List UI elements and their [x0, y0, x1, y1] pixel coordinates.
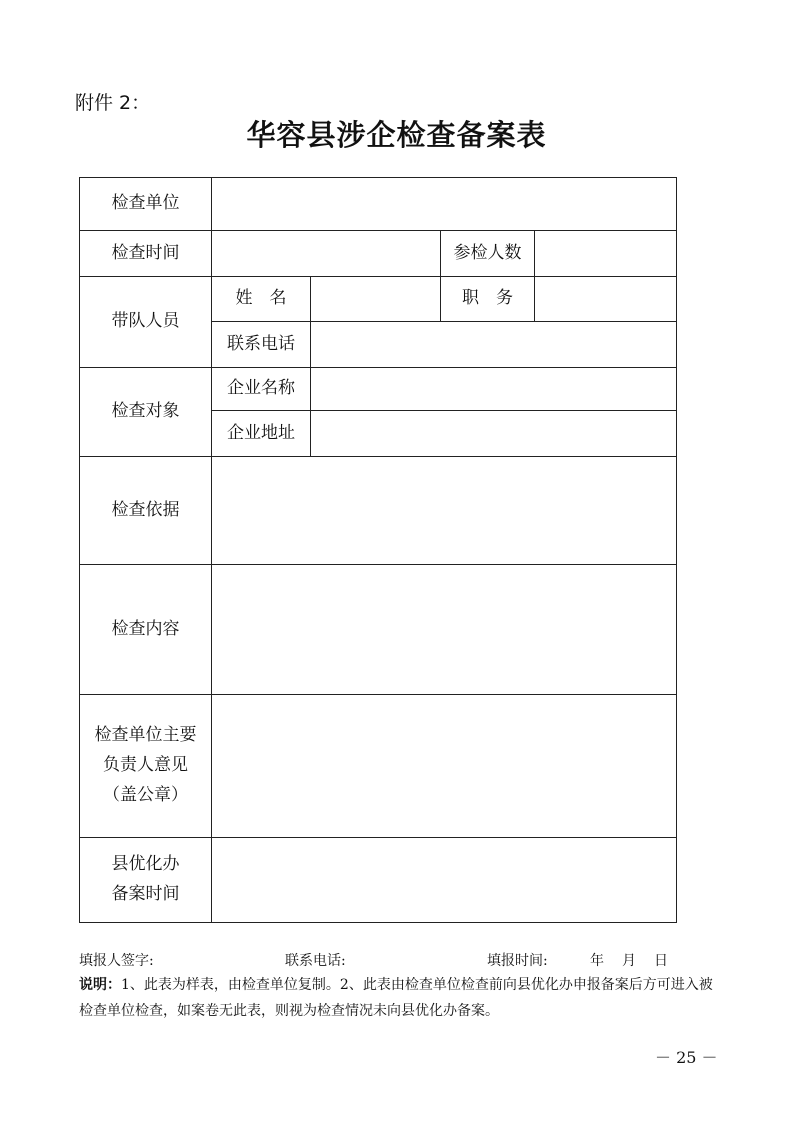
date-year: 年	[590, 953, 604, 969]
note-title: 说明：	[79, 977, 121, 993]
opinion-label-line-2: 负责人意见	[103, 755, 188, 776]
leader-name-label: 姓 名	[212, 277, 311, 322]
unit-label: 检查单位	[80, 178, 212, 231]
count-label: 参检人数	[441, 231, 535, 277]
note-text: 1、此表为样表，由检查单位复制。2、此表由检查单位检查前向县优化办申报备案后方可进入被检查单位检查，如案卷无此表，则视为检查情况未向县优化办备案。	[79, 977, 713, 1019]
time-label: 检查时间	[80, 231, 212, 277]
leader-phone-label: 联系电话	[212, 322, 311, 368]
count-field[interactable]	[535, 231, 677, 277]
leader-phone-field[interactable]	[311, 322, 677, 368]
attachment-label: 附件 2：	[75, 92, 151, 114]
opinion-label-line-3: （盖公章）	[103, 784, 188, 805]
page-title: 华容县涉企检查备案表	[246, 118, 547, 152]
content-label: 检查内容	[80, 565, 212, 695]
instructions-note	[79, 972, 719, 1024]
leader-position-field[interactable]	[535, 277, 677, 322]
opinion-field[interactable]	[212, 695, 677, 838]
date-month: 月	[622, 953, 636, 969]
target-label: 检查对象	[80, 368, 212, 457]
content-field[interactable]	[212, 565, 677, 695]
filler-signature-label: 填报人签字:	[79, 953, 154, 969]
record-form-table	[79, 177, 677, 923]
date-day: 日	[654, 953, 668, 969]
opinion-label-line-1: 检查单位主要	[94, 725, 197, 746]
basis-field[interactable]	[212, 457, 677, 565]
company-name-field[interactable]	[311, 368, 677, 411]
time-field[interactable]	[212, 231, 441, 277]
company-address-field[interactable]	[311, 411, 677, 457]
company-address-label: 企业地址	[212, 411, 311, 457]
footer-phone-label: 联系电话:	[285, 953, 346, 969]
record-label-line-2: 备案时间	[111, 884, 180, 904]
unit-field[interactable]	[212, 178, 677, 231]
company-name-label: 企业名称	[212, 368, 311, 411]
basis-label: 检查依据	[80, 457, 212, 565]
record-time-label	[80, 838, 212, 923]
fill-date-label: 填报时间:	[487, 953, 548, 969]
page-number: － 25 －	[655, 1048, 718, 1067]
leader-position-label: 职 务	[441, 277, 535, 322]
record-time-field[interactable]	[212, 838, 677, 923]
record-label-line-1: 县优化办	[111, 854, 180, 875]
leader-name-field[interactable]	[311, 277, 441, 322]
leader-label: 带队人员	[80, 277, 212, 368]
opinion-label	[80, 695, 212, 838]
